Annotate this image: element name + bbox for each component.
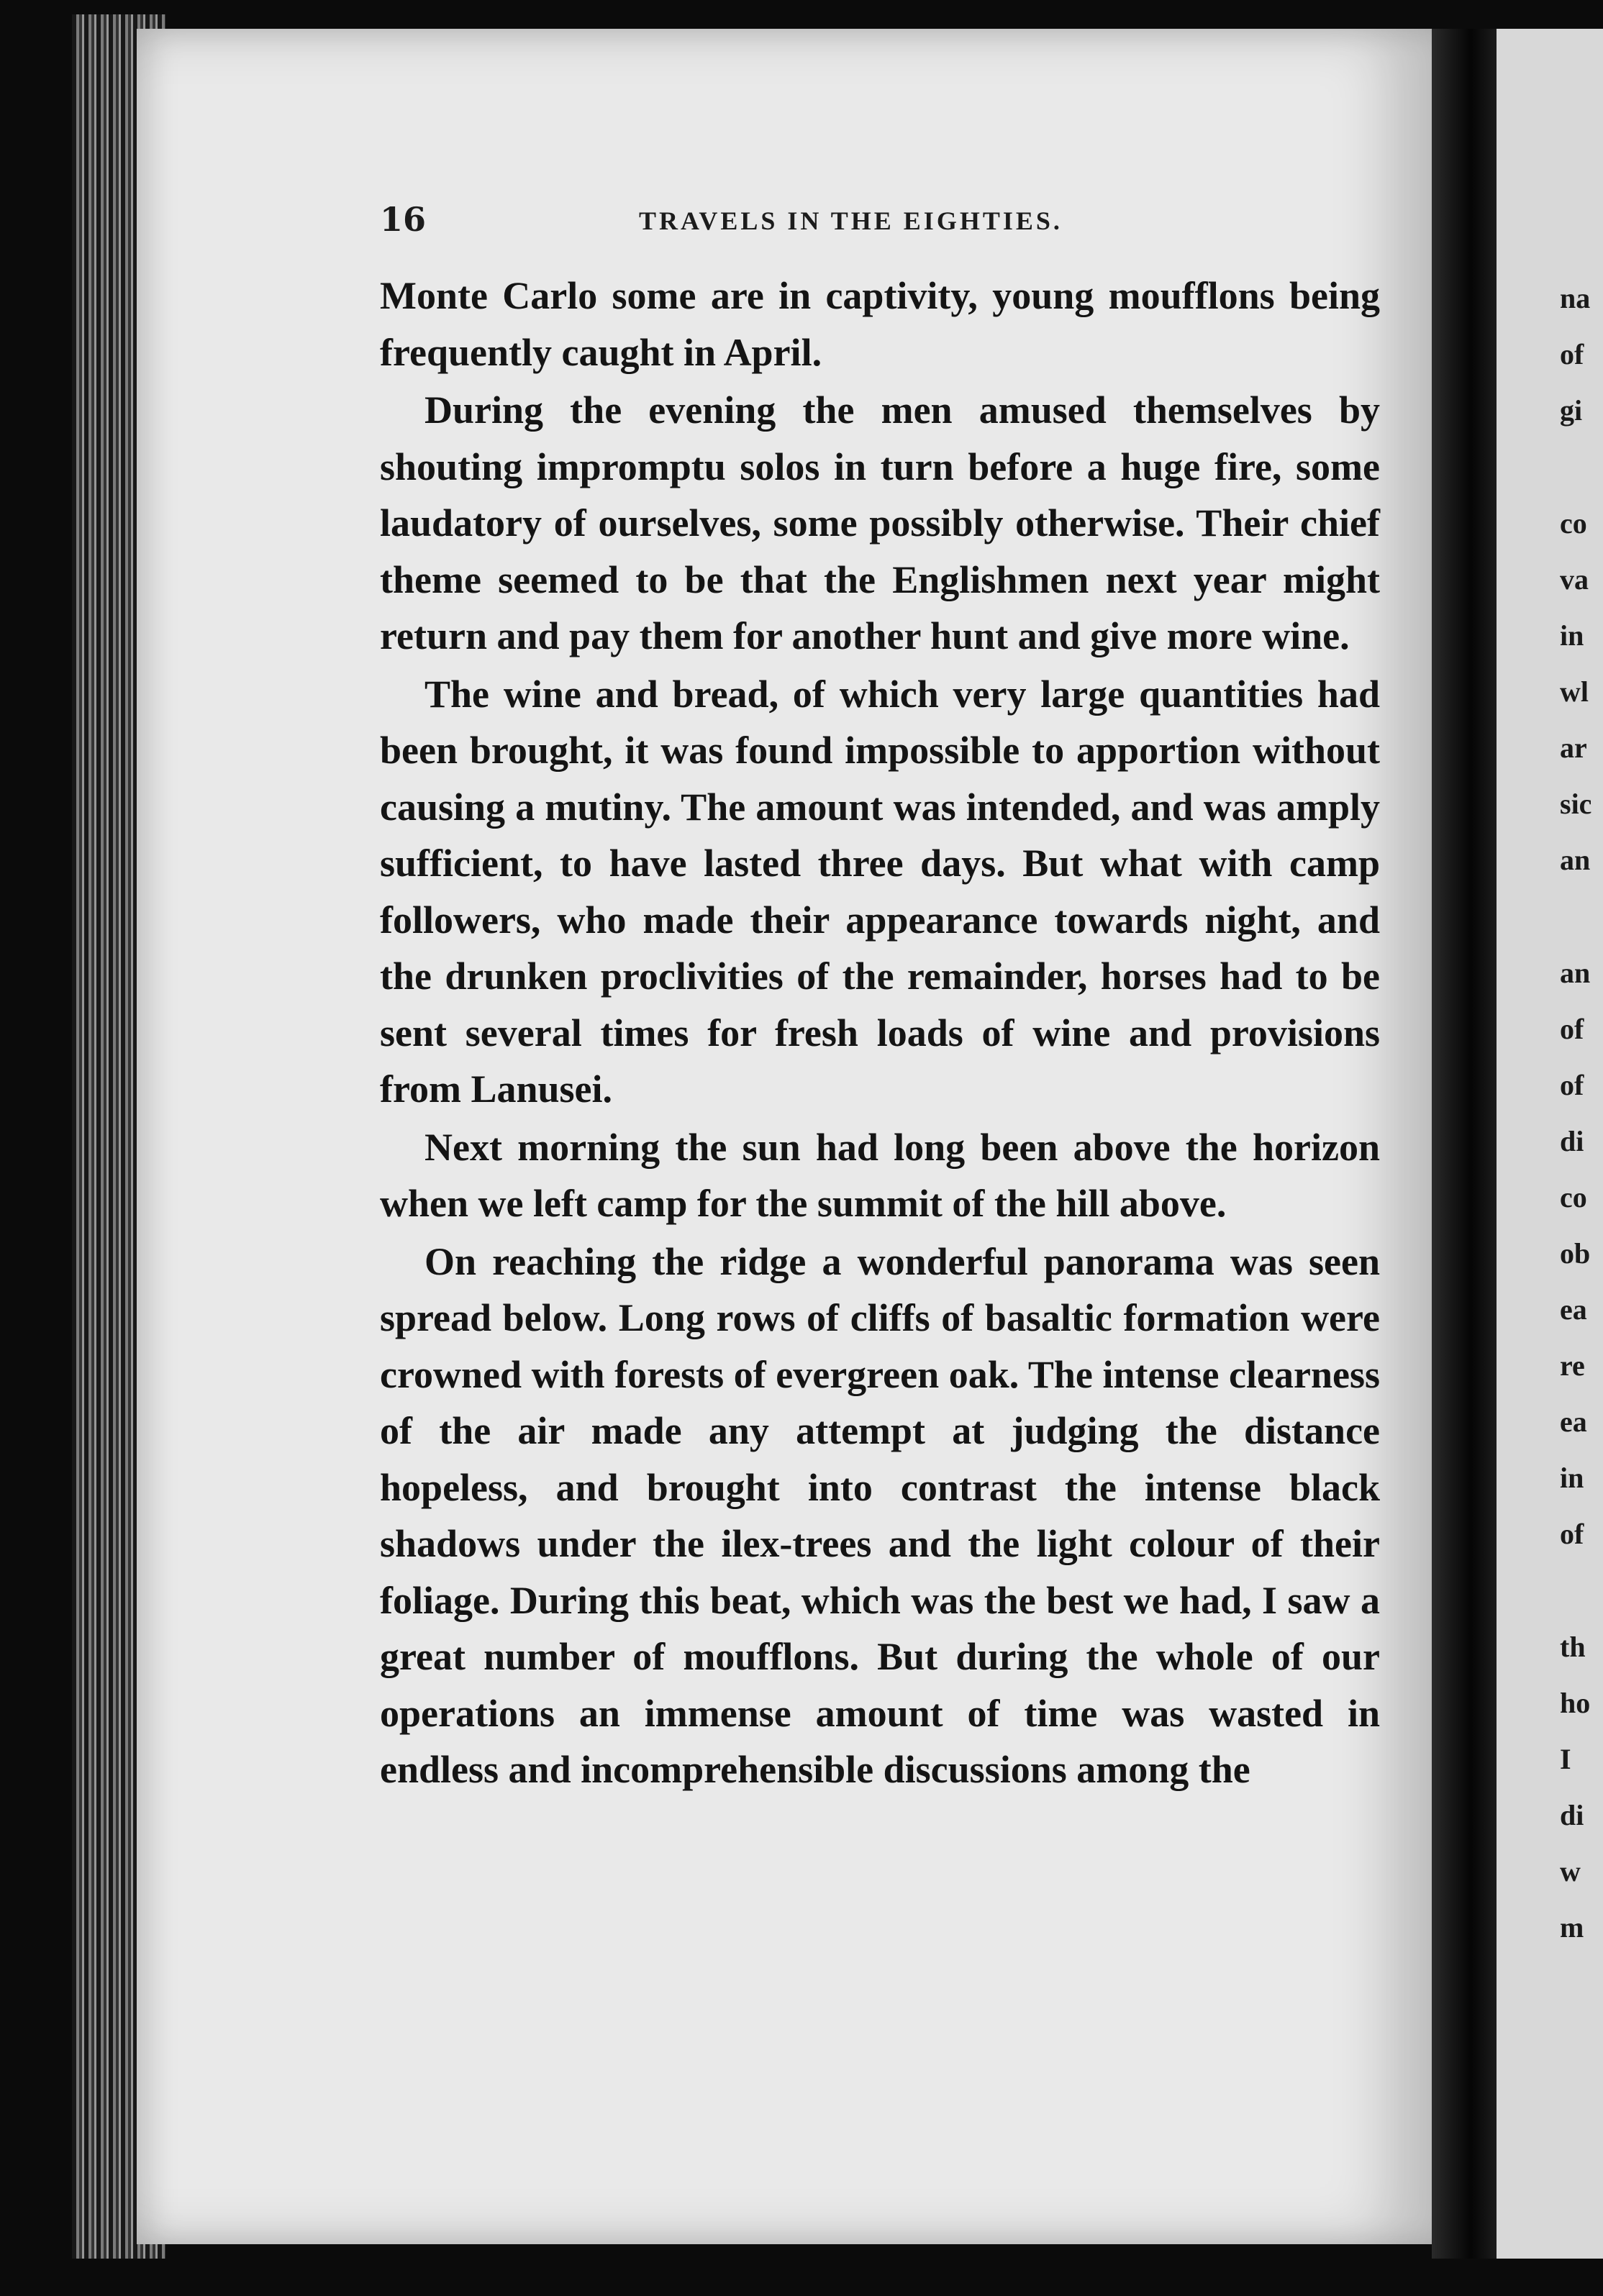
line-fragment: va xyxy=(1560,563,1589,596)
page-header xyxy=(380,200,1394,243)
book-gutter xyxy=(1432,29,1497,2259)
line-fragment: na xyxy=(1560,282,1591,314)
line-fragment: ar xyxy=(1560,732,1587,764)
line-fragment: co xyxy=(1560,507,1587,539)
line-fragment: m xyxy=(1560,1911,1584,1944)
line-fragment: of xyxy=(1560,1518,1584,1550)
paragraph: Monte Carlo some are in captivity, young moufflons being frequently caught in April. xyxy=(380,274,1380,374)
body-text xyxy=(380,268,1380,1798)
line-fragment: ea xyxy=(1560,1293,1587,1326)
line-fragment: in xyxy=(1560,1462,1584,1494)
line-fragment: ho xyxy=(1560,1687,1591,1719)
line-fragment: of xyxy=(1560,1013,1584,1045)
line-fragment: ob xyxy=(1560,1237,1591,1270)
line-fragment: di xyxy=(1560,1799,1584,1831)
line-fragment: gi xyxy=(1560,394,1583,427)
line-fragment: an xyxy=(1560,844,1591,876)
running-title: TRAVELS IN THE EIGHTIES. xyxy=(639,206,1063,235)
line-fragment: di xyxy=(1560,1125,1584,1157)
paragraph: During the evening the men amused themselves by shouting impromptu solos in turn before a huge fire, some laudatory of ourselves, some possibly otherwise. Their chief theme seemed to be that the Englishmen next year might return and pay them for another hunt and give more wine. xyxy=(380,388,1380,657)
paragraph: On reaching the ridge a wonderful panorama was seen spread below. Long rows of cliffs of basaltic formation were crowned with forests of evergreen oak. The intense clearness of the air made any attempt at judging the distance hopeless, and brought into contrast the intense black shadows under the ilex-trees and the light colour of their foliage. During this beat, which was the best we had, I saw a great number of moufflons. But during the whole of our operations an immense amount of time was wasted in endless and incomprehensible discussions among the xyxy=(380,1239,1380,1791)
line-fragment: an xyxy=(1560,957,1591,989)
line-fragment: sic xyxy=(1560,788,1592,820)
line-fragment: of xyxy=(1560,1069,1584,1101)
line-fragment: co xyxy=(1560,1181,1587,1213)
line-fragment: w xyxy=(1560,1855,1581,1887)
paragraph: Next morning the sun had long been above the horizon when we left camp for the summit of the hill above. xyxy=(380,1125,1380,1225)
page-number: 16 xyxy=(380,200,427,239)
line-fragment: of xyxy=(1560,338,1584,370)
line-fragment: th xyxy=(1560,1631,1586,1663)
line-fragment: I xyxy=(1560,1743,1571,1775)
line-fragment: wl xyxy=(1560,675,1589,708)
line-fragment: in xyxy=(1560,619,1584,652)
line-fragment: ea xyxy=(1560,1406,1587,1438)
line-fragment: re xyxy=(1560,1349,1585,1382)
paragraph: The wine and bread, of which very large quantities had been brought, it was found impossible to apportion without causing a mutiny. The amount was intended, and was amply sufficient, to have lasted three days. But what with camp followers, who made their appearance towards night, and the drunken proclivities of the remainder, horses had to be sent several times for fresh loads of wine and provisions from Lanusei. xyxy=(380,672,1380,1111)
facing-page-fragment xyxy=(1497,29,1603,2259)
